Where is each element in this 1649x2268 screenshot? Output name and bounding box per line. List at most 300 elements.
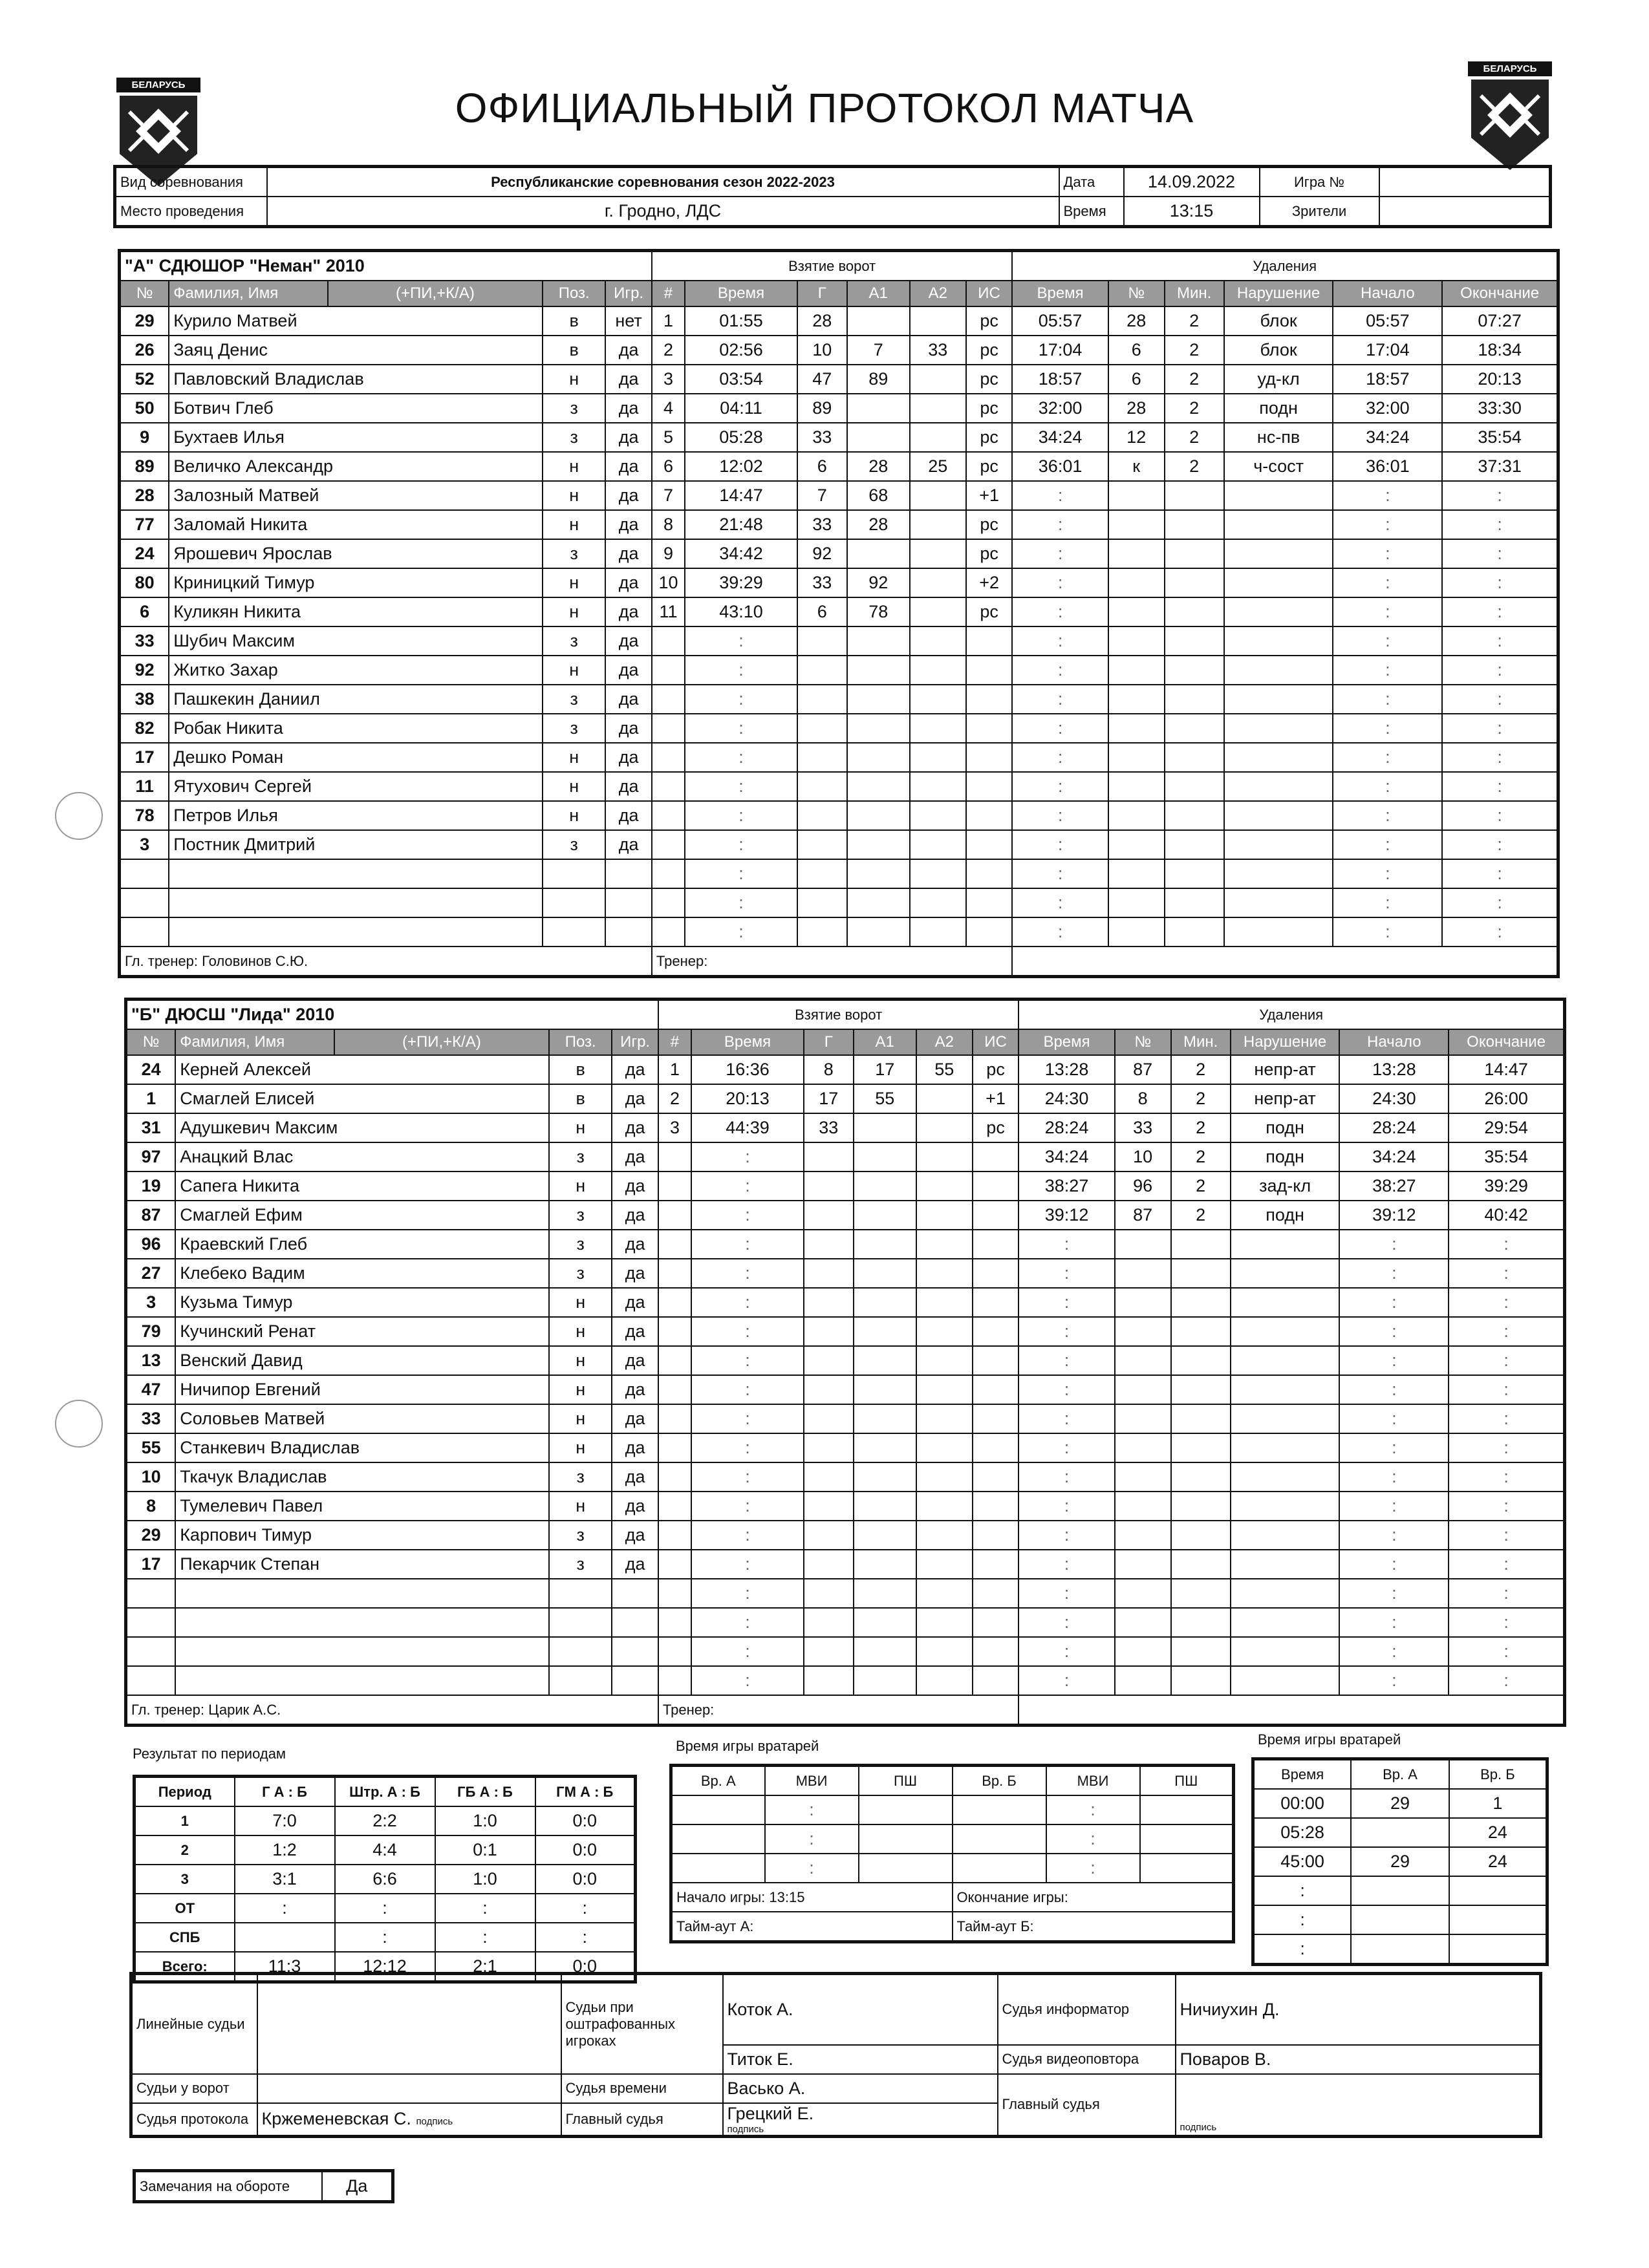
penalty-col-header: Нарушение bbox=[1224, 281, 1333, 306]
penalty-cell: : bbox=[1442, 481, 1558, 510]
goal-cell bbox=[804, 1521, 854, 1550]
penalty-cell: : bbox=[1339, 1579, 1449, 1608]
player-name: Смаглей Елисей bbox=[175, 1084, 549, 1113]
player-name: Сапега Никита bbox=[175, 1171, 549, 1201]
penalty-cell: 6 bbox=[1108, 336, 1165, 365]
player-number: 33 bbox=[126, 1404, 176, 1433]
goals-header: Взятие ворот bbox=[652, 251, 1013, 281]
goal-cell bbox=[973, 1433, 1019, 1462]
penalty-cell: : bbox=[1449, 1317, 1564, 1346]
player-number: 6 bbox=[120, 597, 169, 626]
penalty-cell: : bbox=[1339, 1666, 1449, 1695]
goal-cell bbox=[804, 1550, 854, 1579]
table-row bbox=[120, 888, 1558, 917]
goal-col-header: Время bbox=[685, 281, 797, 306]
penalty-cell: уд-кл bbox=[1224, 365, 1333, 394]
penalty-cell: 2 bbox=[1171, 1171, 1231, 1201]
goal-cell bbox=[910, 394, 966, 423]
penalty-cell: 6 bbox=[1108, 365, 1165, 394]
penalty-cell: : bbox=[1449, 1579, 1564, 1608]
coach-name: Царик А.С. bbox=[208, 1701, 281, 1718]
game-number-value bbox=[1379, 167, 1551, 197]
penalty-cell bbox=[1231, 1433, 1340, 1462]
goal-cell: 55 bbox=[916, 1055, 973, 1084]
player-position: з bbox=[549, 1550, 612, 1579]
venue-label: Место проведения bbox=[115, 197, 267, 227]
penalty-cell: : bbox=[1442, 743, 1558, 772]
player-played: да bbox=[605, 626, 652, 656]
goal-cell bbox=[910, 656, 966, 685]
goalie-time-cell bbox=[671, 1824, 765, 1854]
penalty-cell bbox=[1224, 685, 1333, 714]
player-name bbox=[169, 888, 543, 917]
penalty-cell: : bbox=[1442, 888, 1558, 917]
officials-table bbox=[129, 1972, 1542, 2138]
table-row bbox=[126, 1492, 1565, 1521]
player-name: Заяц Денис bbox=[169, 336, 543, 365]
goal-cell bbox=[916, 1259, 973, 1288]
penalty-cell bbox=[1165, 626, 1224, 656]
period-cell: : bbox=[435, 1894, 535, 1923]
player-number: 33 bbox=[120, 626, 169, 656]
goal-cell bbox=[847, 772, 910, 801]
timekeeper-label: Судья времени bbox=[561, 2074, 723, 2103]
player-position: з bbox=[543, 539, 605, 568]
period-cell: 7:0 bbox=[235, 1806, 335, 1835]
penalty-cell bbox=[1231, 1608, 1340, 1637]
goal-cell: 5 bbox=[652, 423, 685, 452]
goal-cell bbox=[916, 1113, 973, 1142]
goalie-time-col-header: Вр. Б bbox=[953, 1766, 1046, 1796]
goal-cell: : bbox=[685, 917, 797, 947]
goal-cell bbox=[973, 1637, 1019, 1666]
goal-cell bbox=[910, 859, 966, 888]
period-cell: : bbox=[235, 1894, 335, 1923]
player-played: да bbox=[605, 365, 652, 394]
penalty-cell bbox=[1171, 1404, 1231, 1433]
table-row bbox=[120, 306, 1558, 336]
goal-col-header: # bbox=[652, 281, 685, 306]
penalty-cell: 34:24 bbox=[1018, 1142, 1114, 1171]
goal-cell: рс bbox=[966, 510, 1013, 539]
goal-cell bbox=[658, 1259, 691, 1288]
table-row bbox=[126, 1666, 1565, 1695]
goal-cell bbox=[847, 888, 910, 917]
penalty-cell bbox=[1108, 801, 1165, 830]
penalty-cell bbox=[1108, 539, 1165, 568]
table-row bbox=[120, 714, 1558, 743]
goal-cell bbox=[847, 306, 910, 336]
player-position: з bbox=[543, 714, 605, 743]
coach-cell bbox=[120, 947, 652, 977]
player-position: н bbox=[549, 1375, 612, 1404]
roster-col-header: Поз. bbox=[549, 1029, 612, 1055]
goal-cell bbox=[966, 626, 1013, 656]
logo-caption: БЕЛАРУСЬ bbox=[116, 78, 200, 92]
goal-cell bbox=[804, 1579, 854, 1608]
penalty-cell: подн bbox=[1231, 1142, 1340, 1171]
goal-cell bbox=[966, 685, 1013, 714]
goal-cell: 11 bbox=[652, 597, 685, 626]
referee-value: Грецкий Е. bbox=[727, 2103, 814, 2123]
goal-cell: 17 bbox=[854, 1055, 916, 1084]
goal-cell: рс bbox=[966, 423, 1013, 452]
goal-cell: : bbox=[691, 1201, 804, 1230]
goal-cell: : bbox=[685, 714, 797, 743]
coach-cell bbox=[126, 1695, 658, 1726]
player-played: да bbox=[612, 1171, 658, 1201]
penalty-cell: непр-ат bbox=[1231, 1084, 1340, 1113]
penalty-cell: 8 bbox=[1115, 1084, 1171, 1113]
table-row bbox=[135, 1894, 636, 1923]
goal-cell bbox=[847, 423, 910, 452]
period-cell: 0:1 bbox=[435, 1835, 535, 1865]
goal-cell bbox=[658, 1346, 691, 1375]
venue-value: г. Гродно, ЛДС bbox=[267, 197, 1059, 227]
penalty-cell: 39:12 bbox=[1339, 1201, 1449, 1230]
goal-cell: 2 bbox=[658, 1084, 691, 1113]
penalty-cell bbox=[1231, 1462, 1340, 1492]
goalie-time-col-header: ПШ bbox=[1140, 1766, 1234, 1796]
player-played: да bbox=[605, 743, 652, 772]
goal-cell: рс bbox=[966, 539, 1013, 568]
goal-cell bbox=[652, 917, 685, 947]
goalie-change-cell bbox=[1449, 1876, 1547, 1905]
player-name: Ткачук Владислав bbox=[175, 1462, 549, 1492]
goal-cell bbox=[910, 743, 966, 772]
period-cell: : bbox=[535, 1894, 636, 1923]
penalty-cell: : bbox=[1442, 801, 1558, 830]
goal-cell: 33 bbox=[797, 510, 847, 539]
penalty-cell: : bbox=[1333, 597, 1442, 626]
penalty-cell: 34:24 bbox=[1333, 423, 1442, 452]
penalty-cell: : bbox=[1339, 1492, 1449, 1521]
penalty-cell: : bbox=[1442, 772, 1558, 801]
goal-cell: рс bbox=[966, 597, 1013, 626]
goal-cell: 12:02 bbox=[685, 452, 797, 481]
goalie-change-cell bbox=[1449, 1905, 1547, 1934]
penalty-cell bbox=[1165, 568, 1224, 597]
player-position bbox=[549, 1608, 612, 1637]
player-position: з bbox=[549, 1201, 612, 1230]
penalty-cell bbox=[1231, 1259, 1340, 1288]
player-played: да bbox=[605, 656, 652, 685]
penalty-cell: : bbox=[1018, 1346, 1114, 1375]
goal-cell bbox=[854, 1201, 916, 1230]
penalty-footer bbox=[1018, 1695, 1564, 1726]
penalty-cell: 2 bbox=[1165, 423, 1224, 452]
competition-value: Республиканские соревнования сезон 2022-2023 bbox=[267, 167, 1059, 197]
penalty-cell: : bbox=[1018, 1637, 1114, 1666]
player-played bbox=[605, 917, 652, 947]
player-played: да bbox=[612, 1259, 658, 1288]
player-position: з bbox=[549, 1230, 612, 1259]
goal-cell: 34:42 bbox=[685, 539, 797, 568]
remarks-label: Замечания на обороте bbox=[135, 2171, 322, 2202]
team-tag: "Б" bbox=[131, 1005, 161, 1024]
remarks-value: Да bbox=[322, 2171, 393, 2202]
penalty-cell bbox=[1115, 1550, 1171, 1579]
goal-cell bbox=[966, 830, 1013, 859]
penalty-cell: : bbox=[1018, 1666, 1114, 1695]
penalty-cell bbox=[1165, 888, 1224, 917]
goal-cell bbox=[854, 1142, 916, 1171]
penalty-cell bbox=[1108, 917, 1165, 947]
penalty-cell: : bbox=[1012, 597, 1108, 626]
penalty-cell: : bbox=[1333, 859, 1442, 888]
period-col-header: ГБ А : Б bbox=[435, 1777, 535, 1807]
player-played bbox=[605, 859, 652, 888]
penalty-cell: : bbox=[1333, 568, 1442, 597]
goal-cell: : bbox=[691, 1550, 804, 1579]
goal-cell bbox=[854, 1492, 916, 1521]
penalty-cell: : bbox=[1442, 597, 1558, 626]
penalty-cell: 34:24 bbox=[1339, 1142, 1449, 1171]
player-played: да bbox=[612, 1492, 658, 1521]
goal-cell bbox=[973, 1404, 1019, 1433]
goal-cell bbox=[658, 1201, 691, 1230]
goal-cell bbox=[916, 1521, 973, 1550]
penalty-cell: 20:13 bbox=[1442, 365, 1558, 394]
goalie-time-col-header: ПШ bbox=[859, 1766, 953, 1796]
goal-cell bbox=[973, 1317, 1019, 1346]
table-row bbox=[120, 394, 1558, 423]
player-name: Керней Алексей bbox=[175, 1055, 549, 1084]
penalty-cell: 38:27 bbox=[1018, 1171, 1114, 1201]
player-played: да bbox=[605, 452, 652, 481]
penalty-cell: 12 bbox=[1108, 423, 1165, 452]
goal-cell bbox=[658, 1171, 691, 1201]
player-number: 89 bbox=[120, 452, 169, 481]
penalty-cell bbox=[1108, 656, 1165, 685]
penalty-cell: : bbox=[1333, 714, 1442, 743]
team-b-section bbox=[124, 998, 1566, 1727]
goal-cell bbox=[973, 1346, 1019, 1375]
penalty-cell bbox=[1224, 888, 1333, 917]
player-position bbox=[543, 888, 605, 917]
penalty-cell: : bbox=[1333, 917, 1442, 947]
player-position: з bbox=[549, 1521, 612, 1550]
goal-cell bbox=[847, 539, 910, 568]
goal-cell: рс bbox=[966, 365, 1013, 394]
goal-cell bbox=[797, 685, 847, 714]
goal-cell bbox=[973, 1492, 1019, 1521]
remarks-table bbox=[133, 2169, 394, 2203]
player-name: Шубич Максим bbox=[169, 626, 543, 656]
penalty-cell: : bbox=[1018, 1608, 1114, 1637]
goal-cell bbox=[916, 1666, 973, 1695]
penalty-cell bbox=[1165, 801, 1224, 830]
goal-col-header: А2 bbox=[916, 1029, 973, 1055]
penalty-cell: : bbox=[1449, 1375, 1564, 1404]
penalty-col-header: Время bbox=[1012, 281, 1108, 306]
goal-cell: : bbox=[691, 1579, 804, 1608]
roster-col-header: Поз. bbox=[543, 281, 605, 306]
penalty-cell: 2 bbox=[1171, 1084, 1231, 1113]
penalty-cell: 2 bbox=[1165, 452, 1224, 481]
goalie-time-cell bbox=[953, 1854, 1046, 1883]
goalie-time-cell: : bbox=[765, 1854, 859, 1883]
penalty-cell bbox=[1171, 1637, 1231, 1666]
player-number: 1 bbox=[126, 1084, 176, 1113]
period-cell: 6:6 bbox=[335, 1865, 435, 1894]
scorer-cell bbox=[257, 2103, 561, 2137]
goal-cell bbox=[916, 1084, 973, 1113]
penalty-cell: : bbox=[1449, 1433, 1564, 1462]
player-played: да bbox=[612, 1521, 658, 1550]
goalie-time-col-header: МВИ bbox=[1046, 1766, 1140, 1796]
signature-caption: подпись bbox=[1180, 2121, 1217, 2133]
player-position: н bbox=[543, 743, 605, 772]
table-row bbox=[120, 743, 1558, 772]
penalty-cell bbox=[1108, 772, 1165, 801]
player-played: да bbox=[605, 830, 652, 859]
penalty-cell bbox=[1165, 714, 1224, 743]
penalty-cell bbox=[1108, 859, 1165, 888]
player-position: з bbox=[543, 394, 605, 423]
penalty-cell bbox=[1165, 539, 1224, 568]
goal-cell bbox=[916, 1375, 973, 1404]
player-position: н bbox=[549, 1288, 612, 1317]
goal-cell bbox=[973, 1230, 1019, 1259]
penalty-cell bbox=[1224, 743, 1333, 772]
player-name: Станкевич Владислав bbox=[175, 1433, 549, 1462]
punch-hole bbox=[55, 792, 103, 840]
goal-cell: 01:55 bbox=[685, 306, 797, 336]
game-start-value: 13:15 bbox=[769, 1888, 805, 1905]
period-cell: СПБ bbox=[135, 1923, 235, 1952]
player-played: да bbox=[605, 714, 652, 743]
player-played: да bbox=[612, 1230, 658, 1259]
goal-cell: +2 bbox=[966, 568, 1013, 597]
penalty-cell bbox=[1115, 1492, 1171, 1521]
goal-cell bbox=[916, 1230, 973, 1259]
penalty-cell: 18:57 bbox=[1012, 365, 1108, 394]
timeout-b: Тайм-аут Б: bbox=[953, 1912, 1234, 1942]
penalty-cell bbox=[1171, 1608, 1231, 1637]
player-played: да bbox=[612, 1433, 658, 1462]
penalty-cell: : bbox=[1333, 626, 1442, 656]
penalty-cell bbox=[1115, 1666, 1171, 1695]
goalie-time-cell: : bbox=[1046, 1854, 1140, 1883]
goal-cell bbox=[797, 830, 847, 859]
table-row bbox=[126, 1084, 1565, 1113]
penalty-cell bbox=[1115, 1637, 1171, 1666]
table-row bbox=[126, 1375, 1565, 1404]
player-number bbox=[120, 859, 169, 888]
goal-cell: 1 bbox=[658, 1055, 691, 1084]
table-row bbox=[1253, 1818, 1547, 1847]
goal-cell bbox=[910, 801, 966, 830]
penalty-cell bbox=[1115, 1288, 1171, 1317]
date-value: 14.09.2022 bbox=[1124, 167, 1260, 197]
player-name: Ботвич Глеб bbox=[169, 394, 543, 423]
goal-cell: 33 bbox=[804, 1113, 854, 1142]
goal-cell: 7 bbox=[797, 481, 847, 510]
player-position: з bbox=[549, 1142, 612, 1171]
goal-cell: : bbox=[685, 859, 797, 888]
penalty-cell: : bbox=[1012, 801, 1108, 830]
penalty-cell: : bbox=[1018, 1259, 1114, 1288]
penalty-cell bbox=[1165, 597, 1224, 626]
penalty-cell: : bbox=[1442, 539, 1558, 568]
penalty-col-header: Мин. bbox=[1165, 281, 1224, 306]
penalty-cell: 18:34 bbox=[1442, 336, 1558, 365]
table-row bbox=[120, 597, 1558, 626]
goal-cell: 10 bbox=[797, 336, 847, 365]
penalty-cell bbox=[1171, 1521, 1231, 1550]
penalty-col-header: Начало bbox=[1333, 281, 1442, 306]
player-number: 24 bbox=[120, 539, 169, 568]
goal-cell: 6 bbox=[797, 597, 847, 626]
penalty-cell: 35:54 bbox=[1442, 423, 1558, 452]
goal-cell bbox=[847, 859, 910, 888]
goal-cell bbox=[652, 801, 685, 830]
penalty-cell: : bbox=[1012, 481, 1108, 510]
penbox-judge-2: Титок Е. bbox=[723, 2045, 998, 2074]
table-row bbox=[126, 1171, 1565, 1201]
penalty-cell: : bbox=[1449, 1550, 1564, 1579]
penalty-cell: 34:24 bbox=[1012, 423, 1108, 452]
team-tag: "А" bbox=[125, 256, 155, 275]
player-played: нет bbox=[605, 306, 652, 336]
player-name: Криницкий Тимур bbox=[169, 568, 543, 597]
goal-cell bbox=[916, 1404, 973, 1433]
period-cell: 4:4 bbox=[335, 1835, 435, 1865]
goal-cell bbox=[652, 830, 685, 859]
player-number: 17 bbox=[126, 1550, 176, 1579]
goalie-time-cell bbox=[859, 1824, 953, 1854]
player-position: н bbox=[549, 1346, 612, 1375]
goal-cell: 92 bbox=[847, 568, 910, 597]
goal-cell bbox=[910, 365, 966, 394]
match-header-table bbox=[113, 165, 1552, 228]
player-played: да bbox=[605, 801, 652, 830]
signature-caption: подпись bbox=[727, 2123, 764, 2135]
penalty-cell: : bbox=[1012, 568, 1108, 597]
goal-cell bbox=[910, 626, 966, 656]
coach-name: Головинов С.Ю. bbox=[202, 952, 308, 969]
penbox-judge-1: Коток А. bbox=[723, 1974, 998, 2045]
penalty-cell bbox=[1224, 568, 1333, 597]
goal-cell bbox=[804, 1317, 854, 1346]
penalty-cell bbox=[1224, 917, 1333, 947]
goalie-time-cell: : bbox=[1046, 1824, 1140, 1854]
table-row bbox=[120, 539, 1558, 568]
goal-cell bbox=[973, 1375, 1019, 1404]
penalty-col-header: Окончание bbox=[1442, 281, 1558, 306]
goal-cell bbox=[804, 1433, 854, 1462]
goal-cell bbox=[854, 1171, 916, 1201]
penalty-cell: к bbox=[1108, 452, 1165, 481]
goal-cell bbox=[916, 1492, 973, 1521]
penalty-cell: 37:31 bbox=[1442, 452, 1558, 481]
goal-cell bbox=[916, 1142, 973, 1171]
goal-cell: : bbox=[685, 743, 797, 772]
player-position bbox=[549, 1579, 612, 1608]
penalty-cell bbox=[1108, 568, 1165, 597]
goal-cell bbox=[910, 510, 966, 539]
goalie-change-cell: 24 bbox=[1449, 1847, 1547, 1876]
player-name bbox=[175, 1637, 549, 1666]
penalty-cell: подн bbox=[1224, 394, 1333, 423]
player-number: 78 bbox=[120, 801, 169, 830]
penalty-cell bbox=[1165, 859, 1224, 888]
goal-cell bbox=[916, 1550, 973, 1579]
goal-col-header: А1 bbox=[847, 281, 910, 306]
player-number: 52 bbox=[120, 365, 169, 394]
penalty-cell bbox=[1165, 685, 1224, 714]
